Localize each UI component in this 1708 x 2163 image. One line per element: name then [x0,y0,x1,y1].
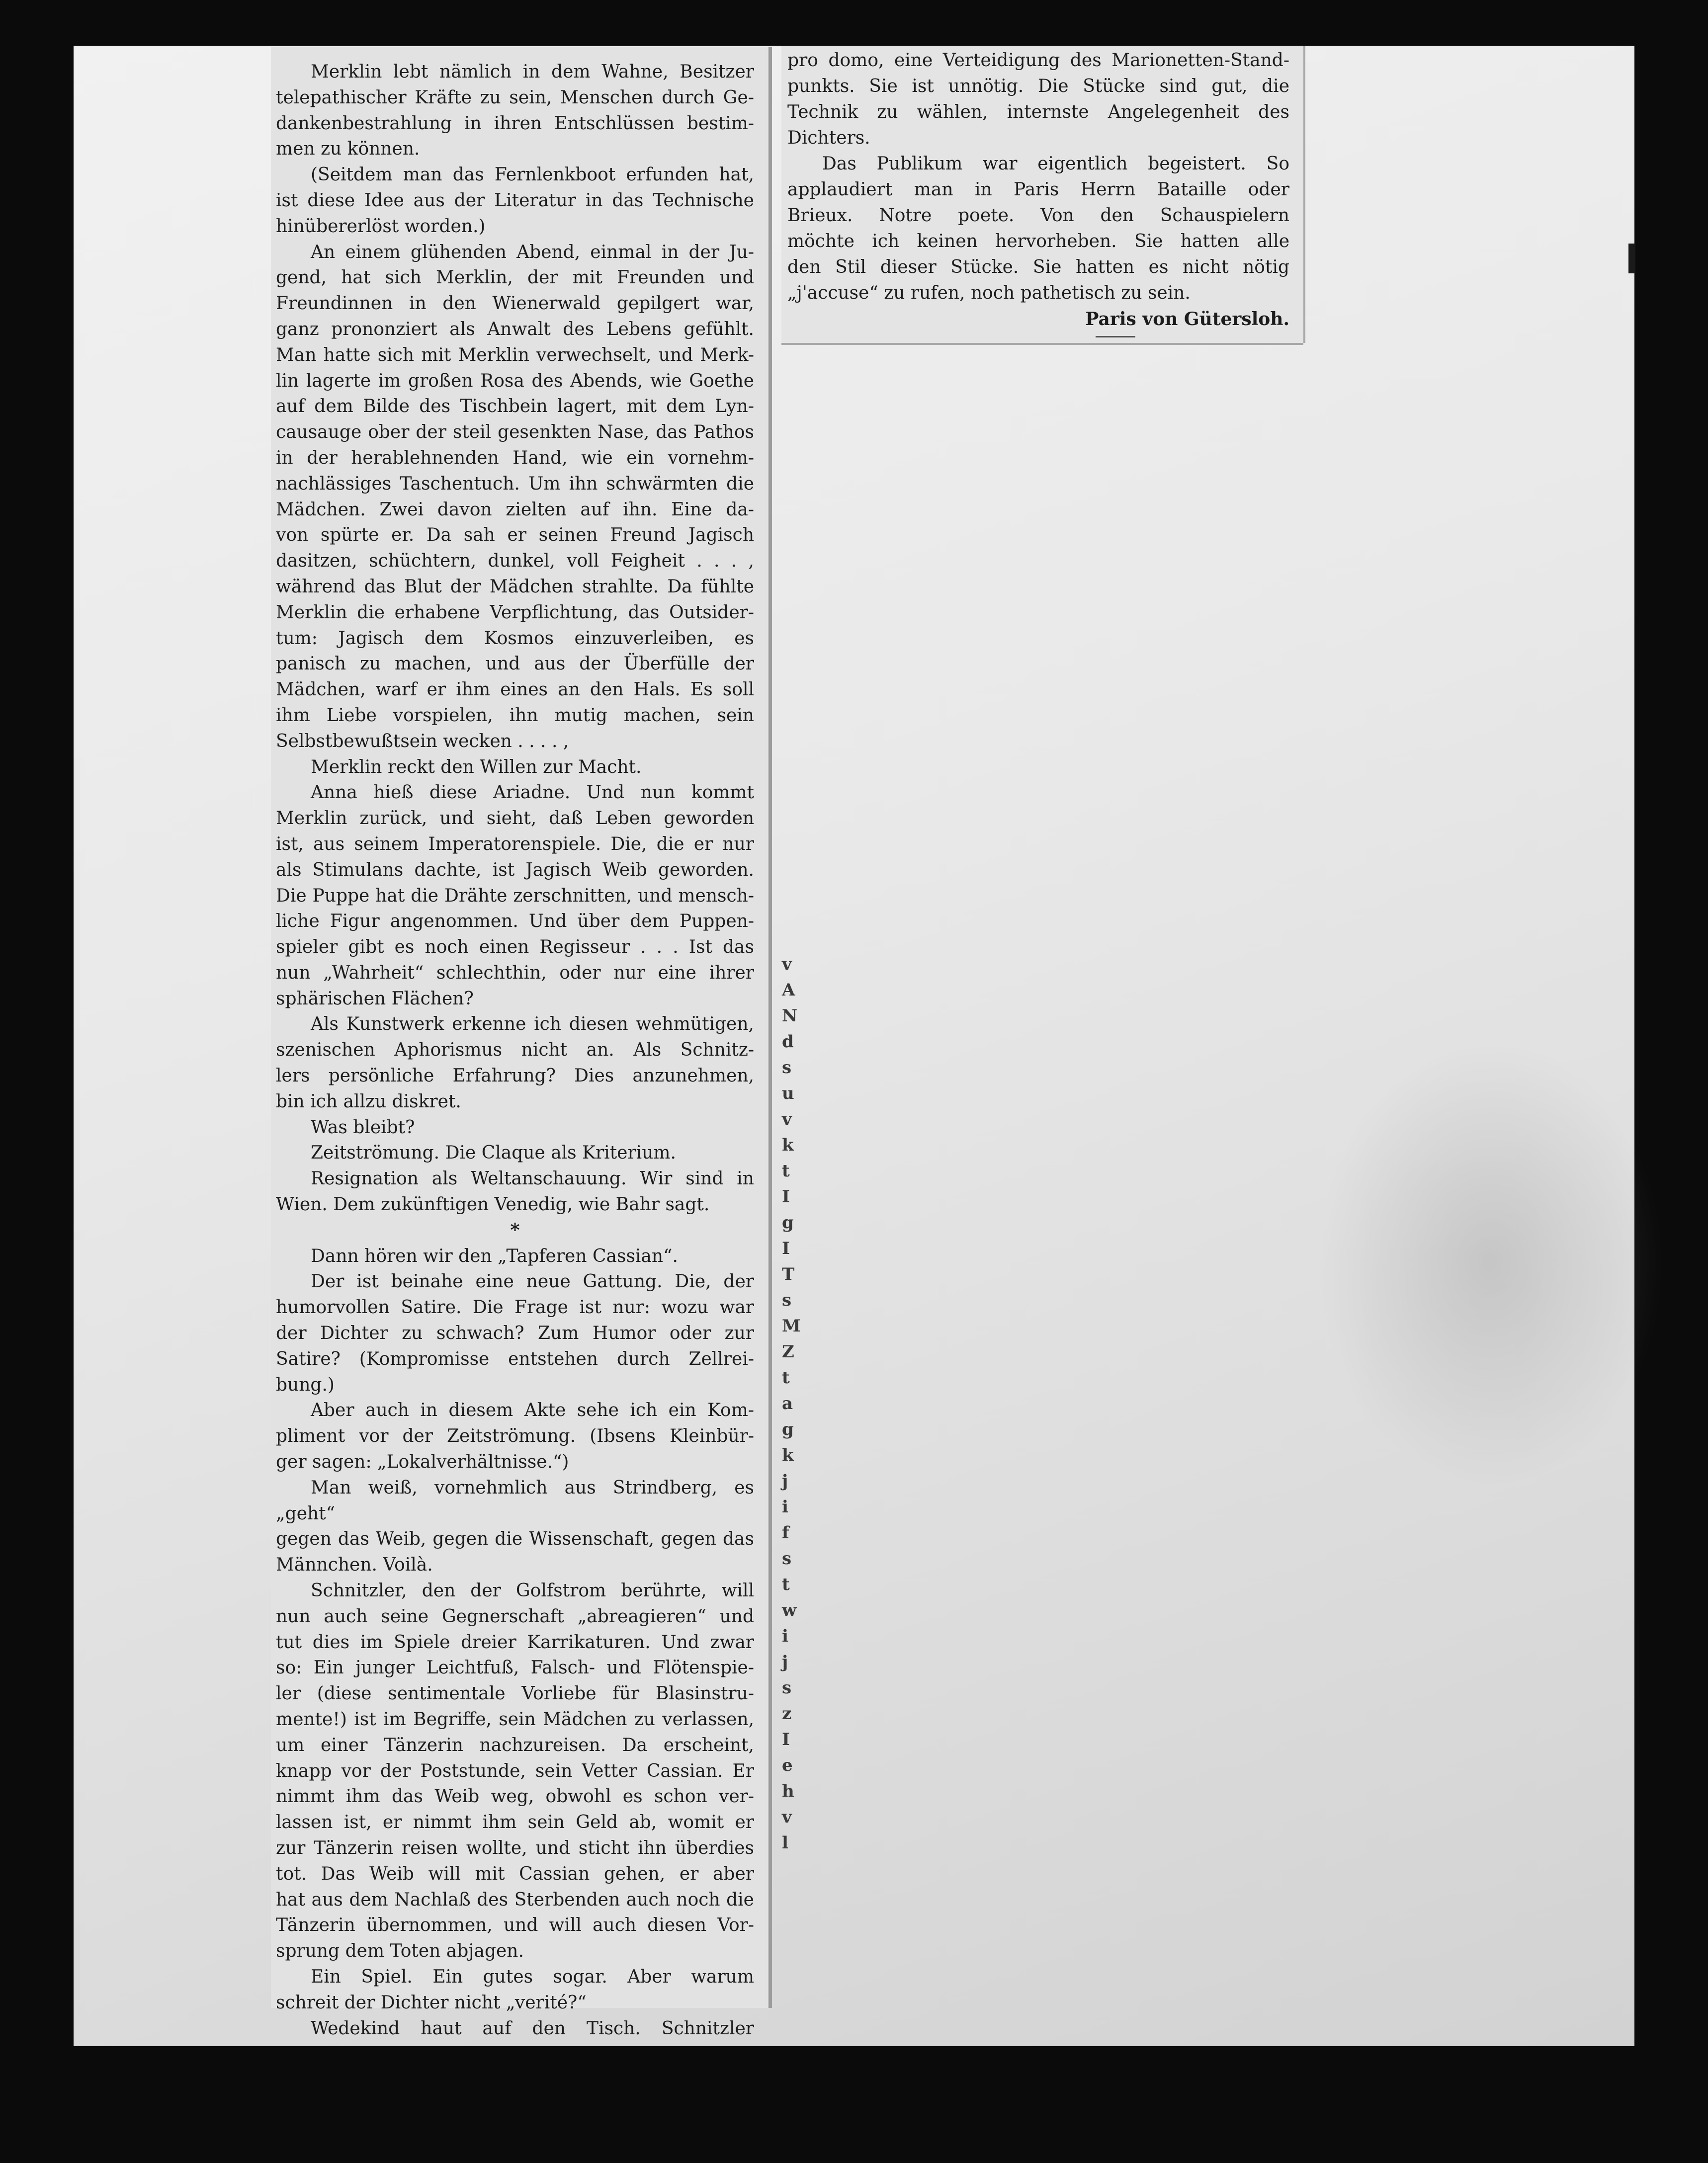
left-column-line: Dann hören wir den „Tapferen Cassian“. [311,1246,678,1266]
right-article-column [787,48,1289,332]
right-column-line: Dichters. [787,128,870,148]
left-column-line: zur Tänzerin reisen wollte, und sticht ihn überdies [276,1837,754,1858]
paper-stain [1316,1040,1664,1487]
left-column-line: in der herablehnenden Hand, wie ein vornehm- [276,447,754,468]
left-column-line: als Stimulans dachte, ist Jagisch Weib geworden. [276,859,754,880]
left-column-line: An einem glühenden Abend, einmal in der Ju- [311,242,754,262]
left-column-line: so: Ein junger Leichtfuß, Falsch- und Flötenspie- [276,1658,754,1678]
margin-letter: d [782,1032,794,1052]
left-column-line: pliment vor der Zeitströmung. (Ibsens Kleinbür- [276,1426,754,1447]
left-column-line: während das Blut der Mädchen strahlte. Da fühlte [276,576,754,597]
edge-mark [1628,244,1635,273]
left-column-line: Als Kunstwerk erkenne ich diesen wehmütigen, [311,1014,754,1035]
margin-letter: i [782,1626,788,1646]
left-column-line: Der ist beinahe eine neue Gattung. Die, der [311,1271,754,1292]
left-column-line: Ein Spiel. Ein gutes sogar. Aber warum [311,1966,754,1987]
left-column-line: men zu können. [276,139,420,160]
margin-letter: N [782,1006,798,1026]
left-column-line: Wedekind haut auf den Tisch. Schnitzler [311,2018,754,2039]
left-column-line: Wien. Dem zukünftigen Venedig, wie Bahr sagt. [276,1194,710,1215]
margin-letter: s [782,1549,792,1569]
right-column-line: applaudiert man in Paris Herrn Bataille oder [787,179,1289,200]
left-column-line: Merklin reckt den Willen zur Macht. [311,756,642,777]
left-column-line: (Seitdem man das Fernlenkboot erfunden hat, [311,165,754,185]
left-column-line: Merklin zurück, und sieht, daß Leben geworden [276,808,754,829]
left-column-line: nun auch seine Gegnerschaft „abreagieren“ und [276,1606,754,1627]
left-column-line: Männchen. Voilà. [276,1555,433,1576]
margin-letter: f [782,1523,789,1543]
left-column-line: ist, aus seinem Imperatorenspiele. Die, die er nur [276,833,754,854]
left-column-line: tum: Jagisch dem Kosmos einzuverleiben, es [276,628,754,649]
right-column-line: pro domo, eine Verteidigung des Marionetten-Stand- [787,50,1289,71]
left-column-line: von spürte er. Da sah er seinen Freund Jagisch [276,525,754,546]
left-column-line: Satire? (Kompromisse entstehen durch Zellrei- [276,1348,754,1369]
margin-letter: t [782,1575,790,1594]
right-column-line: den Stil dieser Stücke. Sie hatten es nicht nötig [787,257,1289,277]
newspaper-clipping-left [271,47,768,2039]
left-column-line: sphärischen Flächen? [276,988,474,1009]
left-column-line: liche Figur angenommen. Und über dem Puppen- [276,911,754,932]
margin-letter: j [782,1652,788,1672]
left-column-line: tut dies im Spiele dreier Karrikaturen. Und zwar [276,1632,754,1653]
left-column-line: lassen ist, er nimmt ihm sein Geld ab, womit er [276,1812,754,1833]
left-column-line: schreit der Dichter nicht „verité?“ [276,1992,587,2013]
left-column-line: um einer Tänzerin nachzureisen. Da erscheint, [276,1735,754,1755]
margin-letter: v [782,1807,792,1827]
left-column-line: hinübererlöst worden.) [276,216,486,237]
left-column-line: Man weiß, vornehmlich aus Strindberg, es „geht“ [276,1477,754,1524]
left-column-line: Tänzerin übernommen, und will auch diesen Vor- [276,1915,754,1936]
left-column-line: ganz prononziert als Anwalt des Lebens gefühlt. [276,319,754,339]
margin-letter: g [782,1419,794,1439]
left-column-line: gend, hat sich Merklin, der mit Freunden und [276,267,754,288]
left-column-line: nimmt ihm das Weib weg, obwohl es schon ver- [276,1786,754,1807]
left-column-line: telepathischer Kräfte zu sein, Menschen durch Ge- [276,87,754,108]
left-column-line: Man hatte sich mit Merklin verwechselt, und Merk- [276,344,754,365]
left-column-line: Merklin lebt nämlich in dem Wahne, Besitzer [311,62,754,82]
left-column-line: Mädchen, warf er ihm eines an den Hals. Es soll [276,679,754,700]
newspaper-clipping-right [781,46,1303,343]
margin-letter: s [782,1290,792,1310]
right-column-line: punkts. Sie ist unnötig. Die Stücke sind gut, die [787,76,1289,96]
left-column-line: * [510,1219,520,1241]
left-column-line: nachlässiges Taschentuch. Um ihn schwärmten die [276,473,754,494]
end-rule [1096,336,1135,337]
left-column-line: spieler gibt es noch einen Regisseur . . . Ist das [276,937,754,958]
left-column-line: dankenbestrahlung in ihren Entschlüssen bestim- [276,113,754,134]
margin-letter: w [782,1600,797,1620]
left-column-line: bin ich allzu diskret. [276,1091,461,1112]
left-column-line: tot. Das Weib will mit Cassian gehen, er aber [276,1863,754,1884]
margin-letter: l [782,1833,788,1853]
left-column-line: Schnitzler, den der Golfstrom berührte, will [311,1581,754,1601]
right-column-line: „j'accuse“ zu rufen, noch pathetisch zu sein. [787,283,1191,303]
right-column-line: Paris von Gütersloh. [1085,309,1289,330]
margin-strip [778,343,801,2023]
margin-letter: Z [782,1342,794,1362]
left-column-line: Die Puppe hat die Drähte zerschnitten, und mensch- [276,885,754,906]
margin-letter: s [782,1058,792,1078]
left-column-line: szenischen Aphorismus nicht an. Als Schnitz- [276,1040,754,1061]
margin-letter: I [782,1187,790,1207]
left-column-line: lers persönliche Erfahrung? Dies anzunehmen, [276,1066,754,1086]
margin-letter: e [782,1755,793,1775]
margin-letter: T [782,1264,795,1284]
margin-letter: k [782,1135,794,1155]
margin-letter: i [782,1497,788,1517]
left-column-line: dasitzen, schüchtern, dunkel, voll Feigheit . . . , [276,551,754,572]
margin-letter: g [782,1213,794,1233]
left-column-line: sprung dem Toten abjagen. [276,1941,524,1962]
right-column-line: Technik zu wählen, internste Angelegenheit des [787,102,1289,122]
left-column-line: ist diese Idee aus der Literatur in das Technische [276,190,754,211]
right-column-line: Brieux. Notre poete. Von den Schauspielern [787,205,1289,226]
margin-letter: k [782,1445,794,1465]
left-column-line: hat aus dem Nachlaß des Sterbenden auch noch die [276,1889,754,1910]
left-column-line: auf dem Bilde des Tischbein lagert, mit dem Lyn- [276,396,754,417]
left-column-line: ger sagen: „Lokalverhältnisse.“) [276,1452,569,1473]
margin-letter: z [782,1704,792,1724]
left-column-line: causauge ober der steil gesenkten Nase, das Pathos [276,422,754,443]
margin-letter: u [782,1083,794,1103]
left-column-line: ihm Liebe vorspielen, ihn mutig machen, sein [276,705,754,726]
left-column-line: panisch zu machen, und aus der Überfülle der [276,654,754,674]
left-column-line: knapp vor der Poststunde, sein Vetter Cassian. Er [276,1760,754,1781]
left-column-line: nun „Wahrheit“ schlechthin, oder nur eine ihrer [276,962,754,983]
left-column-line: Freundinnen in den Wienerwald gepilgert war, [276,293,754,314]
left-column-line: bung.) [276,1374,335,1395]
margin-letter: A [782,980,795,1000]
left-column-line: Resignation als Weltanschauung. Wir sind in [311,1168,754,1189]
left-column-line: Selbstbewußtsein wecken . . . . , [276,731,569,751]
margin-letter: h [782,1781,794,1801]
left-article-column [276,59,754,2041]
left-column-line: Merklin die erhabene Verpflichtung, das Outsider- [276,602,754,623]
right-column-line: möchte ich keinen hervorheben. Sie hatten alle [787,231,1289,251]
left-column-line: humorvollen Satire. Die Frage ist nur: wozu war [276,1297,754,1318]
left-column-line: lin lagerte im großen Rosa des Abends, wie Goethe [276,370,754,391]
left-column-line: Aber auch in diesem Akte sehe ich ein Kom- [311,1400,754,1421]
left-column-line: Mädchen. Zwei davon zielten auf ihn. Eine da- [276,499,754,520]
right-column-line: Das Publikum war eigentlich begeistert. So [822,154,1289,174]
left-column-line: mente!) ist im Begriffe, sein Mädchen zu verlassen, [276,1709,754,1730]
margin-letter: M [782,1316,801,1336]
margin-letter: a [782,1394,793,1414]
margin-letter: v [782,1109,792,1129]
left-column-line: der Dichter zu schwach? Zum Humor oder zur [276,1323,754,1344]
left-column-line: gegen das Weib, gegen die Wissenschaft, gegen das [276,1529,754,1550]
margin-letter: s [782,1678,792,1698]
left-column-line: Zeitströmung. Die Claque als Kriterium. [311,1143,676,1164]
left-column-line: ler (diese sentimentale Vorliebe für Blasinstru- [276,1683,754,1704]
margin-letter: I [782,1239,790,1258]
left-column-line: Was bleibt? [311,1117,415,1138]
margin-letter: I [782,1730,790,1749]
left-column-line: Anna hieß diese Ariadne. Und nun kommt [311,782,754,803]
margin-letter: v [782,954,792,974]
margin-letter: t [782,1368,790,1388]
margin-letter: j [782,1471,788,1491]
margin-letter: t [782,1161,790,1181]
